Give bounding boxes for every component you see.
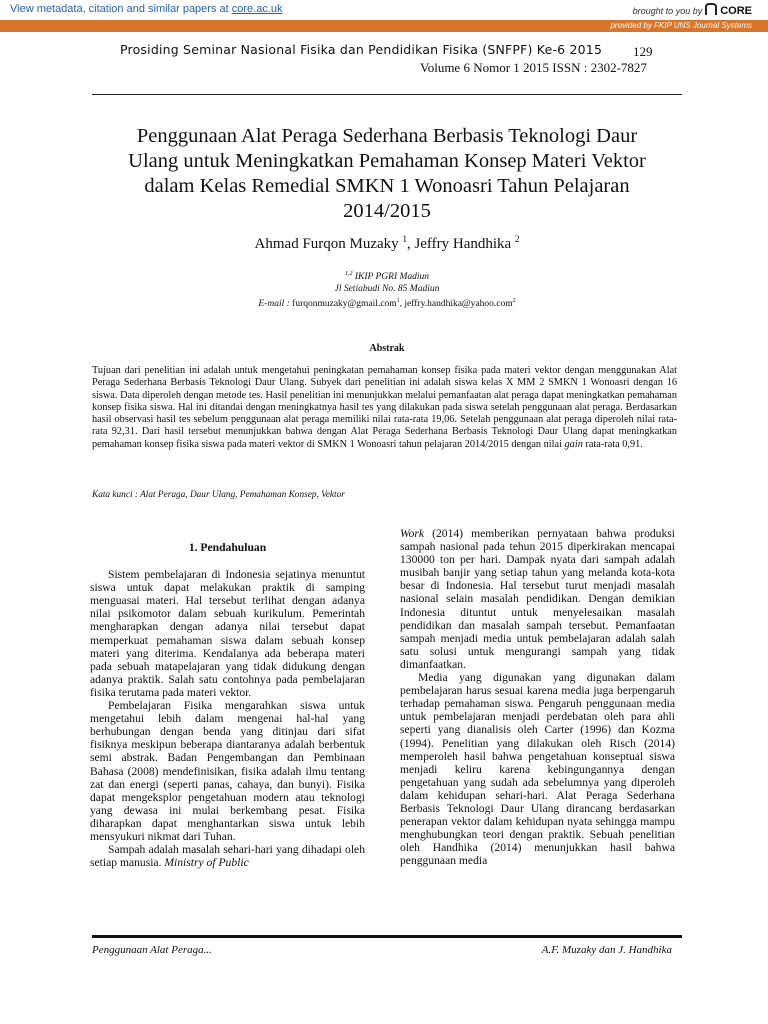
abstract-text: Tujuan dari penelitian ini adalah untuk mengetahui peningkatan pemahaman konsep fisika pada materi vektor dengan menggunakan Alat Peraga Sederhana Berbasis Teknologi Daur Ulang. Subyek dari penelitian ini adalah siswa kelas X MM 2 SMKN 1 Wonoasri dengan 16 siswa. Data diperoleh dengan metode tes. Hasil penelitian ini menunjukkan melalui pemanfaatan alat peraga dapat meningkatkan pemahaman konsep fisika siswa. Hal ini ditandai dengan meningkatnya hasil tes yang dilakukan pada siswa setelah penggunaan alat peraga. Berdasarkan hasil observasi hasil tes sebelum penggunaan alat peraga memiliki nilai rata-rata 19,06. Setelah penggunaan alat peraga diperoleh nilai rata-rata 92,31. Dari hasil tersebut menunjukkan bahwa dengan Alat Peraga Sederhana Berbasis Teknologi Daur Ulang dapat meningkatkan pemahaman konsep fisika siswa pada materi vektor di SMKN 1 Wonoasri tahun pelajaran 2014/2015 dengan nilai — [92, 365, 677, 450]
paragraph — [90, 843, 365, 869]
title-line: Penggunaan Alat Peraga Sederhana Berbasis Teknologi Daur — [136, 125, 638, 147]
abstract-text-end: rata-rata 0,91. — [582, 438, 643, 450]
core-metadata-text — [10, 3, 283, 15]
institution: IKIP PGRI Madiun — [352, 272, 430, 283]
footer-title: Penggunaan Alat Peraga... — [92, 944, 212, 956]
paragraph: Sistem pembelajaran di Indonesia sejatinya menuntut siswa untuk dapat melakukan praktik di samping menguasai materi. Hal tersebut terlihat dengan adanya nilai psikomotor dalam sebuah kurikulum. Pemerintah mengharapkan dengan adanya nilai tersebut dapat memperkuat pemahaman siswa dalam sebuah konsep materi yang diterima. Kendalanya ada beberapa materi pada sebuah matapelajaran yang tidak didukung dengan adanya praktik. Salah satu contohnya pada pembelajaran fisika terutama pada materi vektor. — [90, 568, 365, 699]
affiliation-block — [92, 268, 682, 310]
author-name: Ahmad Furqon Muzaky — [254, 236, 403, 252]
abstract-body — [92, 365, 677, 451]
brought-to-you-label: brought to you by — [632, 6, 703, 16]
email-label: E-mail : — [258, 299, 293, 310]
left-column — [90, 527, 365, 869]
author-affil-mark: 1 — [402, 234, 407, 244]
email-address[interactable]: , jeffry.handhika@yahoo.com — [399, 299, 513, 310]
abstract-heading: Abstrak — [369, 343, 405, 354]
right-column — [400, 527, 675, 867]
paragraph-text: Sampah adalah masalah sehari-hari yang dihadapi oleh setiap manusia. — [90, 843, 365, 870]
abstract-gain-term: gain — [564, 438, 583, 450]
provided-by-text: provided by FKIP UNS Journal Systems — [610, 21, 752, 30]
paragraph: Media yang digunakan yang digunakan dalam pembelajaran harus sesuai karena media juga berpengaruh terhadap pemahaman siswa. Pengaruh penggunaan media untuk pembelajaran menjadi perdebatan oleh para ahli seperti yang dianalisis oleh Carter (1996) dan Kozma (1994). Penelitian yang dilakukan oleh Risch (2014) memperoleh hasil bahwa pengetahuan konseptual siswa menjadi keliru karena kebingungannya dengan pengetahuan yang sudah ada sebelumnya yang diperoleh dalam kehidupan sehari-hari. Alat Peraga Sederhana Berbasis Teknologi Daur Ulang dirancang berdasarkan penerapan vektor dalam kehidupan nyata sehingga mampu menghubungkan teori dengan praktik. Sebuah penelitian oleh Handhika (2014) menunjukkan hasil bahwa penggunaan media — [400, 671, 675, 868]
email-mark: 2 — [512, 298, 516, 305]
footer-rule — [92, 935, 682, 938]
paper-title — [92, 124, 682, 224]
paragraph — [400, 527, 675, 671]
core-link[interactable]: core.ac.uk — [231, 3, 283, 15]
title-line: Ulang untuk Meningkatkan Pemahaman Konsep Materi Vektor — [128, 150, 646, 172]
affil-mark: 1,2 — [344, 271, 353, 277]
author-name: Jeffry Handhika — [414, 236, 515, 252]
email-address[interactable]: furqonmuzaky@gmail.com — [292, 299, 397, 310]
email-mark: 1 — [396, 298, 400, 305]
title-line: dalam Kelas Remedial SMKN 1 Wonoasri Tahun Pelajaran — [144, 175, 630, 197]
paragraph: Pembelajaran Fisika mengarahkan siswa untuk mengetahui lebih dalam mengenai hal-hal yang berhubungan dengan benda yang ditinjau dari sifat fisiknya meskipun beberapa diantaranya adalah berbentuk semi abstrak. Badan Pengembangan dan Pembinaan Bahasa (2008) mendefinisikan, fisika adalah ilmu tentang zat dan energi (seperti panas, cahaya, dan bunyi). Fisika dapat mengeksplor pengetahuan modern atau teknologi yang dewasa ini mulai berkembang pesat. Fisika diharapkan dapat menghantarkan siswa untuk lebih mensyukuri nikmat dari Tuhan. — [90, 699, 365, 843]
author-list — [92, 234, 682, 253]
core-logo-text: CORE — [720, 5, 752, 17]
title-line: 2014/2015 — [343, 200, 431, 222]
author-affil-mark: 2 — [514, 234, 520, 244]
provider-bar — [0, 20, 768, 32]
paragraph-text: (2014) memberikan pernyataan bahwa produksi sampah nasional pada tehun 2015 diperkirakan mencapai 130000 ton per hari. Dampak nyata dari sampah adalah musibah banjir yang setiap tahun yang melanda kota-kota besar di Indonesia. Hal tersebut turut menjadi masalah nasional selain masalah pendidikan. Dengan demikian Indonesia dituntut untuk menyelesaikan masalah pendidikan dan masalah sampah tersebut. Pemanfaatan sampah menjadi media untuk pembelajaran adalah salah satu solusi untuk mengurangi sampah yang tidak dimanfaatkan. — [400, 527, 675, 671]
paragraph-italic: Work — [400, 527, 425, 540]
page-number: 129 — [633, 44, 653, 59]
section-heading: 1. Pendahuluan — [188, 541, 267, 554]
volume-issn: Volume 6 Nomor 1 2015 ISSN : 2302-7827 — [420, 60, 647, 75]
core-metadata-label: View metadata, citation and similar papers at — [10, 3, 232, 15]
keywords: Kata kunci : Alat Peraga, Daur Ulang, Pemahaman Konsep, Vektor — [92, 490, 345, 500]
core-banner — [0, 0, 768, 21]
address: Jl Setiabudi No. 85 Madiun — [334, 284, 440, 295]
paragraph-italic: Ministry of Public — [164, 856, 249, 870]
conference-name: Prosiding Seminar Nasional Fisika dan Pendidikan Fisika (SNFPF) Ke-6 2015 — [120, 42, 603, 57]
author-separator: , — [406, 236, 415, 252]
footer-authors: A.F. Muzaky dan J. Handhika — [541, 944, 672, 956]
core-brand[interactable] — [633, 3, 752, 17]
header-rule — [92, 94, 682, 95]
core-logo-icon — [705, 3, 717, 15]
